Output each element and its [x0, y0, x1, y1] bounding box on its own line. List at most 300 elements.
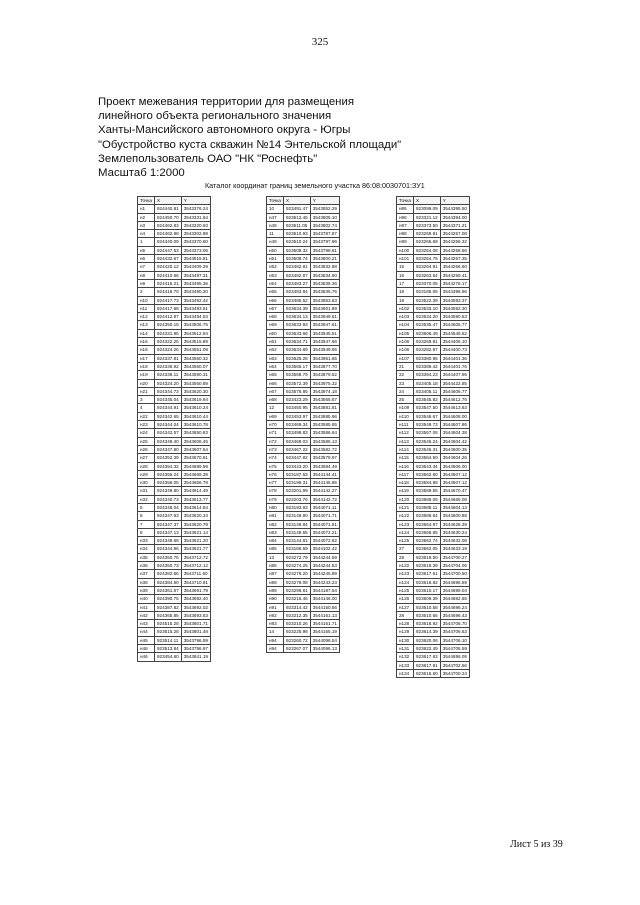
table-row [397, 429, 470, 437]
title-line: линейного объекта регионального значения [98, 110, 332, 123]
y-cell: 3543560.07 [181, 362, 210, 370]
y-cell: 3543852.29 [310, 205, 339, 213]
y-cell: 3544592.30 [440, 304, 469, 312]
x-cell: 923568.79 [283, 371, 310, 379]
table-row [397, 279, 470, 287]
x-cell: 923276.20 [283, 570, 310, 578]
x-cell: 923566.85 [413, 528, 440, 536]
y-cell: 3543370.60 [181, 238, 210, 246]
point-cell: н88 [267, 578, 284, 586]
point-cell: 13 [267, 553, 284, 561]
table-row [397, 669, 470, 677]
table-row [397, 528, 470, 536]
table-row [397, 503, 470, 511]
table-row [397, 263, 470, 271]
y-cell: 3543373.06 [181, 246, 210, 254]
y-cell: 3544590.53 [440, 313, 469, 321]
x-cell: 923166.59 [283, 545, 310, 553]
table-row [138, 304, 211, 312]
y-cell: 3544394.00 [440, 213, 469, 221]
y-cell: 3543787.87 [310, 230, 339, 238]
y-cell: 3544072.62 [310, 537, 339, 545]
table-row [397, 570, 470, 578]
point-cell: 4 [138, 404, 155, 412]
table-row [267, 246, 340, 254]
point-cell: н24 [138, 429, 155, 437]
table-row [397, 595, 470, 603]
table-row [138, 653, 211, 661]
y-cell: 3543711.50 [181, 570, 210, 578]
point-cell: н98 [397, 230, 414, 238]
table-row [267, 553, 340, 561]
x-cell: 923144.81 [283, 537, 310, 545]
x-cell: 923454.60 [154, 653, 181, 661]
x-cell: 923423.29 [283, 396, 310, 404]
x-cell: 923512.46 [283, 213, 310, 221]
table-row [138, 487, 211, 495]
point-cell: н47 [267, 213, 284, 221]
table-row [138, 412, 211, 420]
y-cell: 3543947.66 [310, 338, 339, 346]
point-cell: н111 [397, 421, 414, 429]
table-row [138, 454, 211, 462]
table-row [267, 445, 340, 453]
x-cell: 923447.82 [283, 454, 310, 462]
x-cell: 923510.24 [283, 238, 310, 246]
table-header-row [267, 197, 340, 205]
point-cell: н56 [267, 296, 284, 304]
y-cell: 3543620.79 [181, 520, 210, 528]
coordinate-table-1 [137, 196, 211, 662]
point-cell: н23 [138, 421, 155, 429]
y-cell: 3544400.73 [440, 346, 469, 354]
x-cell: 924342.65 [154, 412, 181, 420]
y-cell: 3544696.43 [440, 611, 469, 619]
point-cell: н110 [397, 412, 414, 420]
point-cell: н49 [267, 238, 284, 246]
point-cell: 22 [397, 371, 414, 379]
point-cell: н129 [397, 628, 414, 636]
point-cell: н68 [267, 396, 284, 404]
x-cell: 924417.68 [154, 304, 181, 312]
y-cell: 3544706.10 [440, 636, 469, 644]
point-cell: н62 [267, 346, 284, 354]
point-cell: н12 [138, 313, 155, 321]
point-cell: 24 [397, 387, 414, 395]
table-row [138, 230, 211, 238]
table-row [267, 230, 340, 238]
y-cell: 3544150.56 [310, 603, 339, 611]
table-row [138, 379, 211, 387]
point-cell: н11 [138, 304, 155, 312]
point-cell: н95 [397, 205, 414, 213]
table-row [397, 404, 470, 412]
y-cell: 3544071.11 [310, 503, 339, 511]
y-cell: 3544276.17 [440, 279, 469, 287]
y-cell: 3543712.12 [181, 562, 210, 570]
point-cell: н43 [138, 620, 155, 628]
point-cell: н123 [397, 520, 414, 528]
x-cell: 923572.39 [283, 379, 310, 387]
y-cell: 3544682.65 [440, 595, 469, 603]
y-cell: 3543409.29 [181, 263, 210, 271]
point-cell: 6 [138, 512, 155, 520]
table-row [267, 429, 340, 437]
x-cell: 923272.79 [283, 553, 310, 561]
table-row [138, 479, 211, 487]
point-cell: 19 [397, 296, 414, 304]
point-cell: н127 [397, 603, 414, 611]
x-cell: 923216.46 [283, 595, 310, 603]
y-cell: 3543497.31 [181, 271, 210, 279]
y-cell: 3544396.96 [440, 288, 469, 296]
x-cell: 923545.82 [413, 396, 440, 404]
y-cell: 3543621.14 [181, 528, 210, 536]
point-cell: н65 [267, 371, 284, 379]
y-cell: 3543376.24 [181, 205, 210, 213]
x-cell: 923609.39 [413, 595, 440, 603]
table-row [138, 354, 211, 362]
x-cell: 923589.06 [413, 495, 440, 503]
x-cell: 924347.37 [154, 520, 181, 528]
point-cell: 3 [138, 396, 155, 404]
x-cell: 923606.49 [413, 329, 440, 337]
x-cell: 924384.50 [154, 578, 181, 586]
point-cell: н91 [267, 603, 284, 611]
point-cell: 1 [138, 238, 155, 246]
point-cell: н51 [267, 255, 284, 263]
point-cell: н77 [267, 479, 284, 487]
y-cell: 3543610.44 [181, 412, 210, 420]
x-cell: 923193.93 [283, 503, 310, 511]
point-cell: н75 [267, 462, 284, 470]
y-cell: 3543945.51 [310, 329, 339, 337]
x-cell: 923203.76 [283, 495, 310, 503]
x-cell: 923546.24 [413, 437, 440, 445]
table-row [138, 429, 211, 437]
x-cell: 923547.50 [413, 404, 440, 412]
point-cell: н128 [397, 620, 414, 628]
title-line: Ханты-Мансийского автономного округа - Югры [98, 124, 351, 137]
y-cell: 3543560.32 [181, 354, 210, 362]
table-row [267, 487, 340, 495]
table-row [267, 520, 340, 528]
table-row [397, 628, 470, 636]
table-row [397, 578, 470, 586]
table-row [397, 462, 470, 470]
table-row [267, 354, 340, 362]
y-cell: 3544071.51 [310, 520, 339, 528]
y-cell: 3544608.00 [440, 412, 469, 420]
table-row [267, 296, 340, 304]
x-cell: 923617.81 [413, 661, 440, 669]
x-cell: 923269.81 [413, 230, 440, 238]
table-row [138, 520, 211, 528]
y-cell: 3543947.61 [310, 321, 339, 329]
point-cell: н90 [267, 595, 284, 603]
coordinate-table-2 [266, 196, 340, 653]
title-line: Проект межевания территории для размещения [98, 96, 354, 108]
point-cell: н87 [267, 570, 284, 578]
y-cell: 3544700.24 [440, 669, 469, 677]
y-cell: 3543796.97 [181, 645, 210, 653]
table-row [267, 470, 340, 478]
point-cell: н34 [138, 545, 155, 553]
x-cell: 923515.28 [154, 628, 181, 636]
x-cell: 923483.94 [283, 288, 310, 296]
x-cell: 923099.09 [413, 205, 440, 213]
y-cell: 3544706.59 [440, 645, 469, 653]
point-cell: н106 [397, 338, 414, 346]
point-cell: н107 [397, 354, 414, 362]
y-cell: 3544072.21 [310, 528, 339, 536]
point-cell: 25 [397, 396, 414, 404]
table-row [267, 213, 340, 221]
table-row [397, 321, 470, 329]
table-row [138, 470, 211, 478]
x-cell: 923264.75 [413, 255, 440, 263]
y-cell: 3543877.70 [310, 362, 339, 370]
x-cell: 924412.87 [154, 313, 181, 321]
table-row [267, 437, 340, 445]
table-row [267, 379, 340, 387]
x-cell: 923394.23 [413, 371, 440, 379]
point-cell: н114 [397, 445, 414, 453]
x-cell: 924322.25 [154, 338, 181, 346]
table-row [267, 562, 340, 570]
y-cell: 3544606.77 [440, 387, 469, 395]
table-row [267, 387, 340, 395]
y-cell: 3543805.10 [310, 213, 339, 221]
y-cell: 3544700.50 [440, 570, 469, 578]
table-row [267, 221, 340, 229]
point-cell: 21 [397, 362, 414, 370]
y-cell: 3544706.70 [440, 620, 469, 628]
y-cell: 3544696.89 [440, 578, 469, 586]
table-row [397, 487, 470, 495]
table-row [397, 396, 470, 404]
table-row [138, 205, 211, 213]
x-cell: 923576.85 [283, 387, 310, 395]
point-cell: н30 [138, 479, 155, 487]
y-cell: 3543590.31 [181, 371, 210, 379]
y-cell: 3543320.93 [181, 221, 210, 229]
table-row [397, 230, 470, 238]
point-cell: н6 [138, 255, 155, 263]
table-row [397, 329, 470, 337]
table-row [397, 437, 470, 445]
point-cell: н10 [138, 296, 155, 304]
x-cell: 923617.61 [413, 570, 440, 578]
table-row [138, 462, 211, 470]
y-cell: 3543974.18 [310, 387, 339, 395]
y-cell: 3543607.64 [181, 445, 210, 453]
table-row [397, 379, 470, 387]
y-cell: 3543669.38 [181, 470, 210, 478]
y-cell: 3544630.24 [440, 528, 469, 536]
point-cell: н33 [138, 537, 155, 545]
x-cell: 924347.80 [154, 445, 181, 453]
x-cell: 923187.53 [283, 470, 310, 478]
x-cell: 923148.55 [283, 528, 310, 536]
x-cell: 923546.67 [413, 412, 440, 420]
table-row [267, 396, 340, 404]
x-cell: 923380.95 [413, 354, 440, 362]
point-cell: 28 [397, 611, 414, 619]
table-row [397, 313, 470, 321]
x-cell: 924417.73 [154, 296, 181, 304]
point-cell: н116 [397, 462, 414, 470]
x-cell: 924410.66 [154, 271, 181, 279]
x-cell: 923508.32 [283, 246, 310, 254]
x-cell: 923263.54 [413, 271, 440, 279]
y-cell: 3544144.41 [310, 470, 339, 478]
x-cell: 923546.31 [413, 445, 440, 453]
x-cell: 924432.67 [154, 255, 181, 263]
table-row [267, 421, 340, 429]
table-row [267, 503, 340, 511]
table-row [138, 296, 211, 304]
y-cell: 3544670.47 [440, 487, 469, 495]
y-cell: 3543614.84 [181, 503, 210, 511]
x-cell: 924348.68 [154, 537, 181, 545]
table-row [267, 628, 340, 636]
x-cell: 924415.21 [154, 279, 181, 287]
table-row [267, 454, 340, 462]
y-cell: 3543584.49 [310, 462, 339, 470]
table-row [267, 271, 340, 279]
x-cell: 923633.93 [283, 321, 310, 329]
table-row [267, 362, 340, 370]
point-cell: н113 [397, 437, 414, 445]
x-cell: 923514.11 [154, 636, 181, 644]
x-cell: 924350.73 [154, 562, 181, 570]
table-row [267, 636, 340, 644]
x-cell: 924361.67 [154, 586, 181, 594]
table-row [267, 611, 340, 619]
y-cell: 3544142.72 [310, 495, 339, 503]
x-cell: 923274.25 [283, 562, 310, 570]
point-cell: 15 [397, 263, 414, 271]
header-x: X [154, 197, 181, 205]
y-cell: 3543621.20 [181, 537, 210, 545]
header-y: Y [310, 197, 339, 205]
x-cell: 924336.11 [154, 371, 181, 379]
table-row [267, 404, 340, 412]
table-row [397, 338, 470, 346]
x-cell: 924416.70 [154, 288, 181, 296]
point-cell: н102 [397, 304, 414, 312]
point-cell: н3 [138, 221, 155, 229]
document-title [98, 95, 558, 180]
table-row [138, 595, 211, 603]
x-cell: 923586.64 [413, 512, 440, 520]
table-row [397, 520, 470, 528]
x-cell: 923389.42 [413, 362, 440, 370]
point-cell: н66 [267, 379, 284, 387]
table-row [397, 362, 470, 370]
point-cell: н100 [397, 246, 414, 254]
point-cell: н15 [138, 338, 155, 346]
table-row [267, 528, 340, 536]
x-cell: 923620.06 [413, 636, 440, 644]
x-cell: 923264.91 [413, 263, 440, 271]
y-cell: 3544071.71 [310, 512, 339, 520]
y-cell: 3544256.60 [440, 263, 469, 271]
table-row [397, 495, 470, 503]
table-row [267, 620, 340, 628]
table-row [138, 404, 211, 412]
y-cell: 3544165.19 [310, 628, 339, 636]
table-row [397, 213, 470, 221]
table-row [267, 537, 340, 545]
point-cell: н2 [138, 213, 155, 221]
x-cell: 923508.74 [283, 255, 310, 263]
x-cell: 924420.12 [154, 263, 181, 271]
point-cell: н5 [138, 246, 155, 254]
y-cell: 3543494.53 [181, 313, 210, 321]
x-cell: 923610.58 [413, 603, 440, 611]
x-cell: 923588.11 [413, 503, 440, 511]
x-cell: 923619.50 [413, 553, 440, 561]
point-cell: н94 [267, 636, 284, 644]
x-cell: 924350.75 [154, 553, 181, 561]
table-row [397, 645, 470, 653]
point-cell: н67 [267, 387, 284, 395]
table-row [138, 570, 211, 578]
x-cell: 923210.26 [283, 620, 310, 628]
table-row [138, 221, 211, 229]
y-cell: 3543798.61 [310, 246, 339, 254]
point-cell: н133 [397, 661, 414, 669]
x-cell: 923643.34 [413, 462, 440, 470]
point-cell: н93 [267, 620, 284, 628]
point-cell: н130 [397, 636, 414, 644]
point-cell: н17 [138, 354, 155, 362]
point-cell: н46 [138, 653, 155, 661]
y-cell: 3543797.96 [310, 238, 339, 246]
x-cell: 923482.87 [283, 271, 310, 279]
table-row [397, 512, 470, 520]
point-cell: н92 [267, 611, 284, 619]
y-cell: 3543885.96 [310, 412, 339, 420]
y-cell: 3544244.59 [310, 553, 339, 561]
header-y: Y [181, 197, 210, 205]
table-row [397, 479, 470, 487]
table-row [397, 246, 470, 254]
table-row [267, 205, 340, 213]
point-cell: н83 [267, 528, 284, 536]
table-row [138, 279, 211, 287]
table-row [267, 479, 340, 487]
point-cell: н16 [138, 346, 155, 354]
point-cell: н78 [267, 487, 284, 495]
y-cell: 3544259.41 [440, 271, 469, 279]
table-row [267, 545, 340, 553]
point-cell: н50 [267, 246, 284, 254]
point-cell: н115 [397, 454, 414, 462]
table-row [397, 611, 470, 619]
x-cell: 924349.80 [154, 487, 181, 495]
y-cell: 3544096.13 [310, 645, 339, 653]
table-row [267, 645, 340, 653]
table-row [267, 586, 340, 594]
table-row [267, 412, 340, 420]
point-cell: 27 [397, 545, 414, 553]
y-cell: 3544407.95 [440, 371, 469, 379]
y-cell: 3544145.85 [310, 479, 339, 487]
x-cell: 923212.35 [283, 611, 310, 619]
